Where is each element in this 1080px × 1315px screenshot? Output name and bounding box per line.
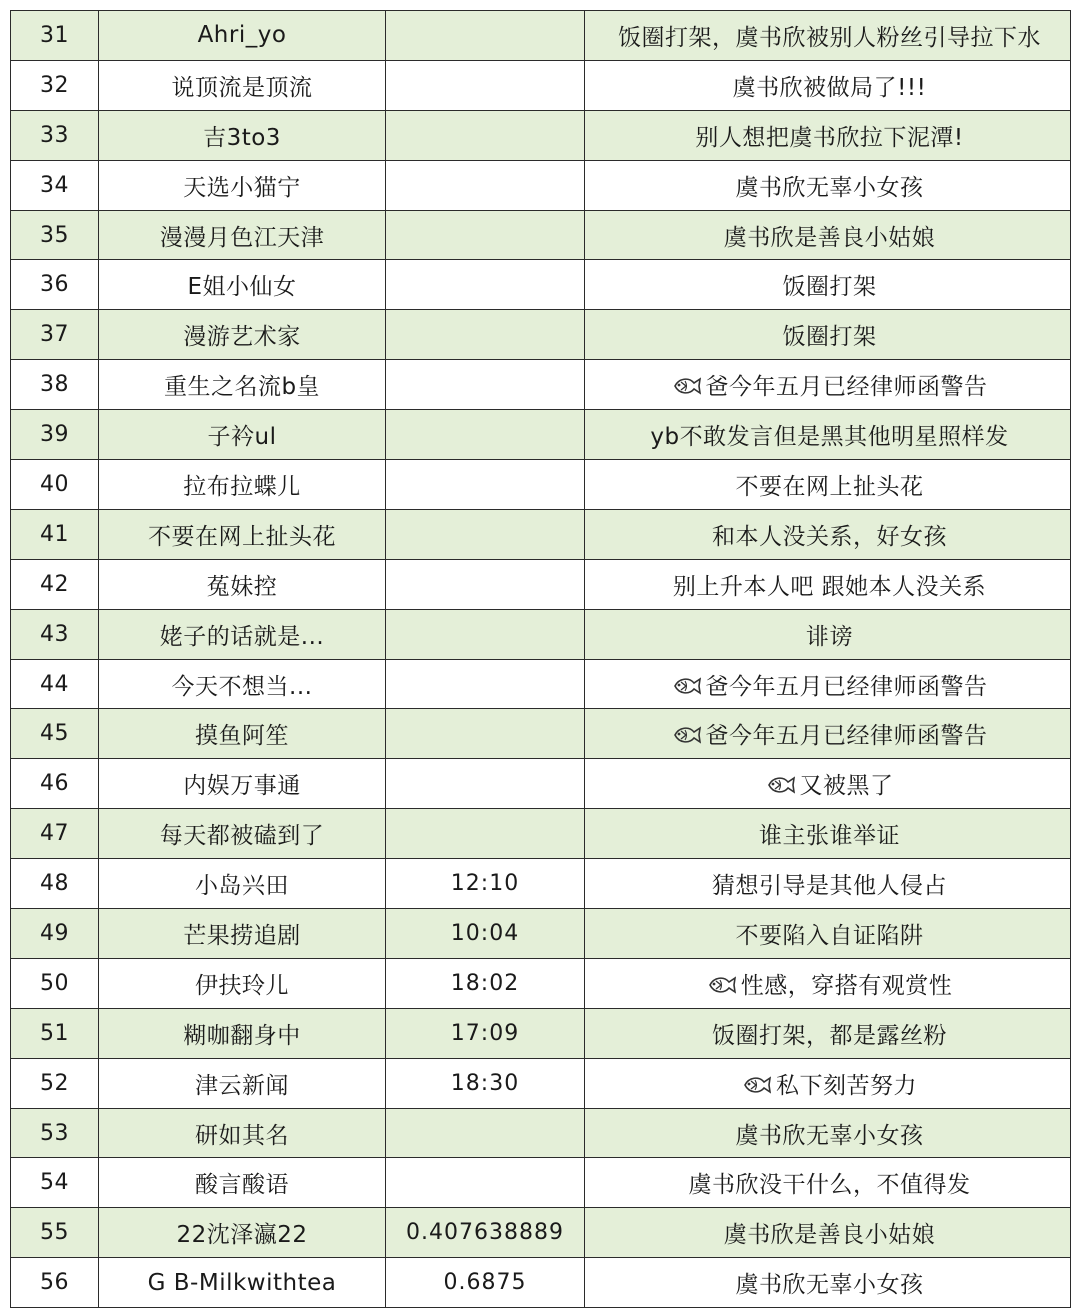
comment-text: 爸今年五月已经律师函警告 (705, 374, 988, 401)
account-name-cell: 漫游艺术家 (99, 310, 386, 360)
comment-cell (585, 460, 1071, 510)
comment-text: 饭圈打架，都是露丝粉 (712, 1022, 947, 1049)
comment-text: 不要在网上扯头花 (735, 473, 924, 500)
comment-text: 虞书欣是善良小姑娘 (723, 224, 936, 251)
row-number-cell: 32 (11, 60, 99, 110)
row-number-cell: 33 (11, 110, 99, 160)
comment-text: 饭圈打架，虞书欣被别人粉丝引导拉下水 (618, 24, 1041, 51)
time-cell: 17:09 (386, 1008, 585, 1058)
time-cell (386, 210, 585, 260)
row-number-cell: 47 (11, 809, 99, 859)
account-name-cell: 内娱万事通 (99, 759, 386, 809)
row-number-cell: 37 (11, 310, 99, 360)
row-number-cell: 36 (11, 260, 99, 310)
row-number-cell: 39 (11, 410, 99, 460)
account-name-cell: 每天都被磕到了 (99, 809, 386, 859)
time-cell (386, 360, 585, 410)
account-name-cell: 不要在网上扯头花 (99, 509, 386, 559)
comment-text: 私下刻苦努力 (776, 1072, 917, 1099)
comment-cell (585, 659, 1071, 709)
comment-cell (585, 60, 1071, 110)
table-row (11, 1258, 1071, 1308)
comment-cell (585, 410, 1071, 460)
table-row (11, 759, 1071, 809)
time-cell (386, 60, 585, 110)
table-row (11, 210, 1071, 260)
account-name-cell: 拉布拉蝶儿 (99, 460, 386, 510)
time-cell (386, 260, 585, 310)
table-row (11, 509, 1071, 559)
comment-text: 饭圈打架 (782, 274, 877, 301)
table-row (11, 659, 1071, 709)
account-name-cell: 子衿ul (99, 410, 386, 460)
row-number-cell: 38 (11, 360, 99, 410)
row-number-cell: 45 (11, 709, 99, 759)
account-name-cell: G B-Milkwithtea (99, 1258, 386, 1308)
account-name-cell: 姥子的话就是... (99, 609, 386, 659)
comment-text: 虞书欣被做局了!!! (732, 74, 927, 101)
account-name-cell: 摸鱼阿笙 (99, 709, 386, 759)
table-row (11, 1208, 1071, 1258)
comment-text: 别人想把虞书欣拉下泥潭! (695, 124, 964, 151)
table-row (11, 909, 1071, 959)
comment-text: yb不敢发言但是黑其他明星照样发 (650, 424, 1009, 451)
row-number-cell: 46 (11, 759, 99, 809)
time-cell (386, 609, 585, 659)
table-row (11, 809, 1071, 859)
time-cell (386, 509, 585, 559)
table-row (11, 460, 1071, 510)
comment-text: 虞书欣没干什么，不值得发 (688, 1172, 971, 1199)
table-row (11, 958, 1071, 1008)
account-name-cell: 糊咖翻身中 (99, 1008, 386, 1058)
account-name-cell: 天选小猫宁 (99, 160, 386, 210)
time-cell (386, 709, 585, 759)
row-number-cell: 56 (11, 1258, 99, 1308)
comment-text: 虞书欣是善良小姑娘 (723, 1222, 936, 1249)
row-number-cell: 41 (11, 509, 99, 559)
comment-cell (585, 11, 1071, 61)
fish-emoji-icon (672, 674, 702, 698)
comment-cell (585, 609, 1071, 659)
comment-text: 性感，穿搭有观赏性 (740, 972, 953, 999)
comment-cell (585, 1058, 1071, 1108)
account-name-cell: 酸言酸语 (99, 1158, 386, 1208)
comment-cell (585, 509, 1071, 559)
account-name-cell: 研如其名 (99, 1108, 386, 1158)
row-number-cell: 42 (11, 559, 99, 609)
table-row (11, 709, 1071, 759)
time-cell (386, 559, 585, 609)
table-row (11, 60, 1071, 110)
comment-cell (585, 360, 1071, 410)
account-name-cell: 伊扶玲儿 (99, 958, 386, 1008)
comment-cell (585, 210, 1071, 260)
row-number-cell: 44 (11, 659, 99, 709)
time-cell (386, 1158, 585, 1208)
comment-text: 不要陷入自证陷阱 (735, 922, 924, 949)
row-number-cell: 49 (11, 909, 99, 959)
account-name-cell: 芒果捞追剧 (99, 909, 386, 959)
table-row (11, 310, 1071, 360)
time-cell: 18:02 (386, 958, 585, 1008)
time-cell: 12:10 (386, 859, 585, 909)
table-row (11, 1108, 1071, 1158)
account-name-cell: 今天不想当... (99, 659, 386, 709)
account-name-cell: 说顶流是顶流 (99, 60, 386, 110)
time-cell (386, 1108, 585, 1158)
fish-emoji-icon (742, 1073, 772, 1097)
comment-text: 虞书欣无辜小女孩 (735, 1122, 924, 1149)
comment-cell (585, 809, 1071, 859)
table-row (11, 1158, 1071, 1208)
comment-text: 虞书欣无辜小女孩 (735, 1272, 924, 1299)
comment-cell (585, 1108, 1071, 1158)
table-body (11, 11, 1071, 1308)
fish-emoji-icon (707, 973, 737, 997)
table-row (11, 11, 1071, 61)
table-row (11, 1058, 1071, 1108)
comment-text: 爸今年五月已经律师函警告 (705, 673, 988, 700)
comment-text: 和本人没关系，好女孩 (712, 523, 947, 550)
account-name-cell: Ahri_yo (99, 11, 386, 61)
row-number-cell: 51 (11, 1008, 99, 1058)
row-number-cell: 50 (11, 958, 99, 1008)
row-number-cell: 34 (11, 160, 99, 210)
time-cell: 10:04 (386, 909, 585, 959)
comment-text: 饭圈打架 (782, 324, 877, 351)
fish-emoji-icon (766, 773, 796, 797)
comment-text: 别上升本人吧 跟她本人没关系 (672, 573, 987, 600)
comment-text: 诽谤 (806, 623, 853, 650)
spreadsheet (10, 10, 1070, 1308)
table-row (11, 859, 1071, 909)
table-row (11, 160, 1071, 210)
account-name-cell: 小岛兴田 (99, 859, 386, 909)
account-name-cell: E姐小仙女 (99, 260, 386, 310)
fish-emoji-icon (672, 723, 702, 747)
account-name-cell: 22沈泽瀛22 (99, 1208, 386, 1258)
time-cell (386, 460, 585, 510)
row-number-cell: 31 (11, 11, 99, 61)
account-name-cell: 菟妹控 (99, 559, 386, 609)
table-row (11, 1008, 1071, 1058)
comment-text: 虞书欣无辜小女孩 (735, 174, 924, 201)
time-cell: 18:30 (386, 1058, 585, 1108)
time-cell: 0.407638889 (386, 1208, 585, 1258)
comment-cell (585, 110, 1071, 160)
comment-text: 爸今年五月已经律师函警告 (705, 723, 988, 750)
comment-cell (585, 958, 1071, 1008)
time-cell (386, 759, 585, 809)
comment-cell (585, 1258, 1071, 1308)
comment-cell (585, 909, 1071, 959)
time-cell (386, 809, 585, 859)
time-cell (386, 410, 585, 460)
row-number-cell: 43 (11, 609, 99, 659)
comment-text: 又被黑了 (799, 773, 894, 800)
comment-cell (585, 1208, 1071, 1258)
comment-cell (585, 709, 1071, 759)
comment-cell (585, 1008, 1071, 1058)
time-cell (386, 11, 585, 61)
comment-cell (585, 260, 1071, 310)
comment-cell (585, 160, 1071, 210)
comment-cell (585, 859, 1071, 909)
time-cell (386, 659, 585, 709)
time-cell (386, 160, 585, 210)
row-number-cell: 55 (11, 1208, 99, 1258)
table-row (11, 410, 1071, 460)
row-number-cell: 40 (11, 460, 99, 510)
row-number-cell: 48 (11, 859, 99, 909)
row-number-cell: 54 (11, 1158, 99, 1208)
account-name-cell: 重生之名流b皇 (99, 360, 386, 410)
comment-text: 猜想引导是其他人侵占 (712, 873, 947, 900)
fish-emoji-icon (672, 374, 702, 398)
table-row (11, 559, 1071, 609)
table-row (11, 110, 1071, 160)
account-name-cell: 吉3to3 (99, 110, 386, 160)
comment-text: 谁主张谁举证 (759, 823, 900, 850)
time-cell: 0.6875 (386, 1258, 585, 1308)
time-cell (386, 110, 585, 160)
comment-cell (585, 559, 1071, 609)
account-name-cell: 津云新闻 (99, 1058, 386, 1108)
table-row (11, 609, 1071, 659)
data-table (10, 10, 1071, 1308)
row-number-cell: 52 (11, 1058, 99, 1108)
comment-cell (585, 1158, 1071, 1208)
row-number-cell: 53 (11, 1108, 99, 1158)
comment-cell (585, 310, 1071, 360)
comment-cell (585, 759, 1071, 809)
row-number-cell: 35 (11, 210, 99, 260)
table-row (11, 360, 1071, 410)
account-name-cell: 漫漫月色江天津 (99, 210, 386, 260)
time-cell (386, 310, 585, 360)
table-row (11, 260, 1071, 310)
